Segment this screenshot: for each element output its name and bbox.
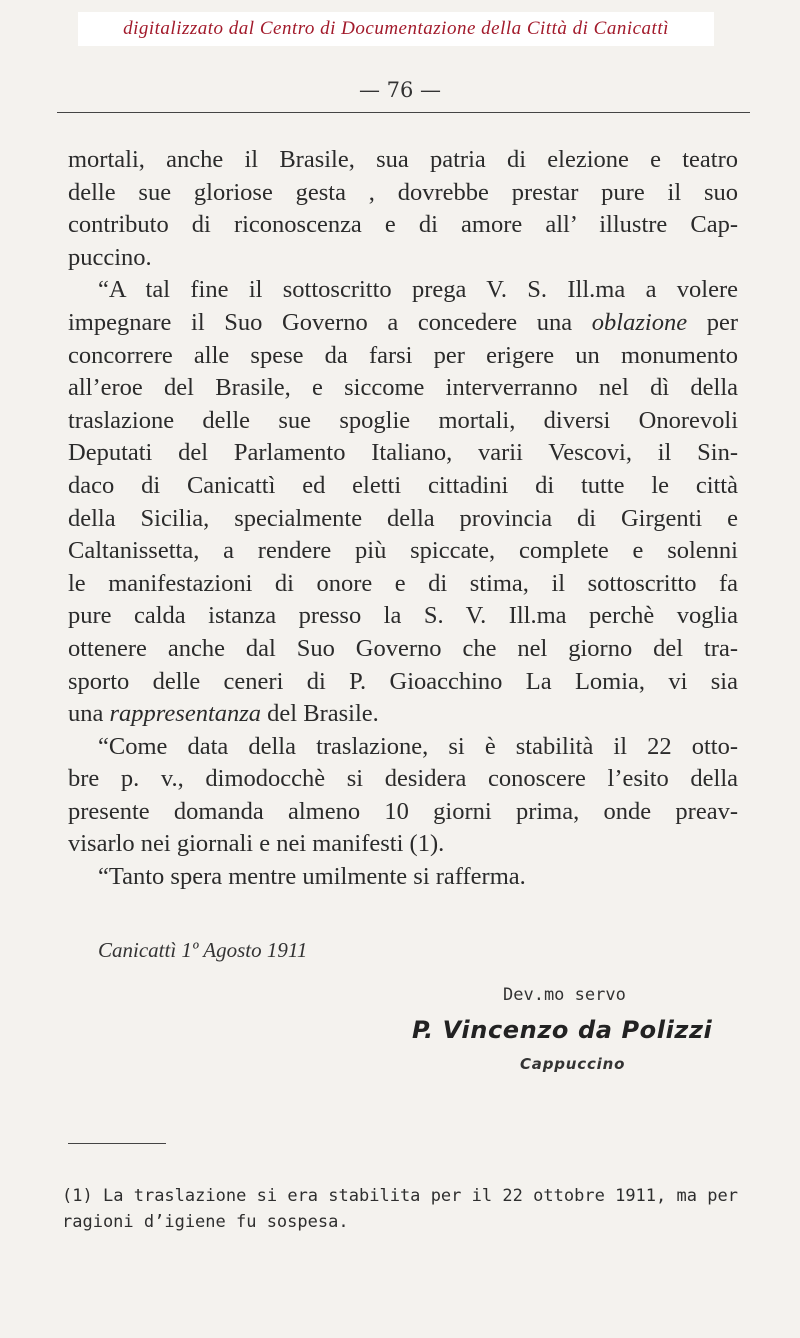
body-line bbox=[68, 698, 738, 731]
signature-name: P. Vincenzo da Polizzi bbox=[412, 1016, 713, 1044]
body-line: bre p. v., dimodocchè si desidera conoscere l’esito della bbox=[68, 765, 738, 793]
body-line: traslazione delle sue spoglie mortali, diversi Onorevoli bbox=[68, 406, 738, 434]
body-line: della Sicilia, specialmente della provincia di Girgenti e bbox=[68, 504, 738, 532]
closing-salutation: Dev.mo servo bbox=[503, 985, 626, 1005]
body-line: “A tal fine il sottoscritto prega V. S. Ill.ma a volere bbox=[98, 276, 738, 304]
body-text-run: una bbox=[68, 700, 110, 728]
body-line: Deputati del Parlamento Italiano, varii Vescovi, il Sin- bbox=[68, 439, 738, 467]
footnote bbox=[62, 1183, 738, 1235]
watermark-banner bbox=[78, 12, 714, 46]
body-line: ottenere anche dal Suo Governo che nel giorno del tra- bbox=[68, 634, 738, 662]
body-line: concorrere alle spese da farsi per erigere un monumento bbox=[68, 341, 738, 369]
footnote-line: (1) La traslazione si era stabilita per il 22 ottobre 1911, ma per bbox=[62, 1186, 738, 1206]
body-line: delle sue gloriose gesta , dovrebbe prestar pure il suo bbox=[68, 178, 738, 206]
body-line: all’eroe del Brasile, e siccome interverranno nel dì della bbox=[68, 374, 738, 402]
body-line: pure calda istanza presso la S. V. Ill.ma perchè voglia bbox=[68, 602, 738, 630]
body-text-run: per bbox=[687, 308, 738, 336]
body-text-run: del Brasile. bbox=[261, 700, 379, 728]
footnote-line: ragioni d’igiene fu sospesa. bbox=[62, 1212, 349, 1232]
body-line: “Tanto spera mentre umilmente si rafferma. bbox=[98, 863, 526, 891]
page-number: — 76 — bbox=[358, 78, 442, 102]
body-line: “Come data della traslazione, si è stabilità il 22 otto- bbox=[98, 732, 738, 760]
body-line: daco di Canicattì ed eletti cittadini di tutte le città bbox=[68, 471, 738, 499]
body-line: puccino. bbox=[68, 243, 152, 271]
footnote-rule bbox=[68, 1143, 166, 1144]
italic-term: oblazione bbox=[591, 308, 688, 336]
body-line: presente domanda almeno 10 giorni prima, onde preav- bbox=[68, 797, 738, 825]
body-line: Caltanissetta, a rendere più spiccate, complete e solenni bbox=[68, 537, 738, 565]
header-rule bbox=[57, 112, 750, 113]
body-line: le manifestazioni di onore e di stima, il sottoscritto fa bbox=[68, 569, 738, 597]
watermark-text: digitalizzato dal Centro di Documentazione della Città di Canicattì bbox=[123, 18, 669, 39]
italic-term: rappresentanza bbox=[109, 700, 262, 728]
body-line bbox=[68, 307, 738, 340]
signature-role: Cappuccino bbox=[520, 1055, 626, 1073]
body-line: contributo di riconoscenza e di amore all’ illustre Cap- bbox=[68, 211, 738, 239]
letter-body bbox=[68, 144, 738, 894]
body-line: visarlo nei giornali e nei manifesti (1). bbox=[68, 830, 445, 858]
body-line: sporto delle ceneri di P. Gioacchino La Lomia, vi sia bbox=[68, 667, 738, 695]
body-text-run: impegnare il Suo Governo a concedere una bbox=[68, 308, 592, 336]
body-line: mortali, anche il Brasile, sua patria di elezione e teatro bbox=[68, 146, 738, 173]
date-line: Canicattì 1º Agosto 1911 bbox=[98, 938, 308, 962]
